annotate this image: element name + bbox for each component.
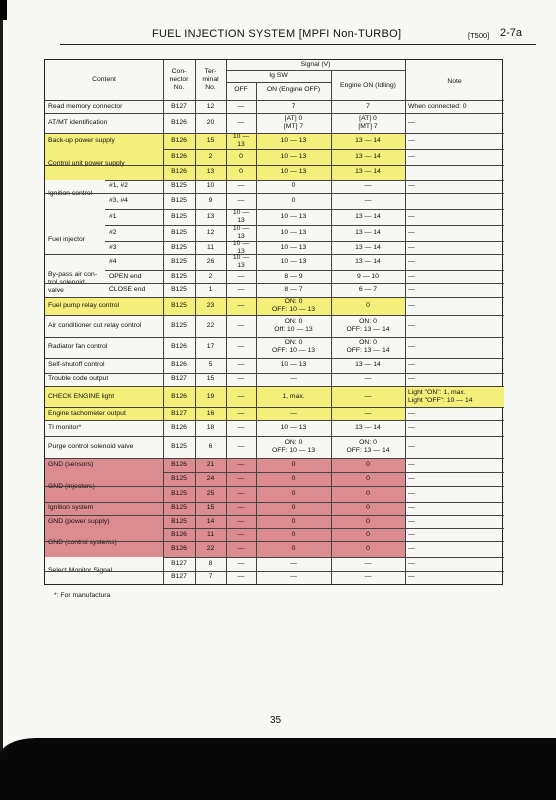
note-cell: — [408, 119, 415, 127]
terminal-cell: 26 [206, 258, 215, 266]
signal-off-cell: 10 — 13 [232, 209, 250, 224]
connector-cell: B125 [171, 286, 187, 294]
row-divider [45, 571, 504, 572]
row-content-label: GND (sensors) [48, 460, 94, 468]
signal-on-cell: ON: 0 OFF: 10 — 13 [271, 298, 316, 314]
row-sub-label: #1, #2 [109, 182, 128, 190]
row-divider [45, 193, 504, 194]
signal-idle-cell: 13 — 14 [355, 361, 381, 369]
signal-on-cell: 10 — 13 [280, 243, 307, 251]
connector-cell: B126 [171, 392, 187, 400]
row-divider [45, 165, 504, 166]
connector-cell: B126 [171, 119, 187, 127]
col-header-engine-on-idling: Engine ON (Idling) [340, 82, 396, 89]
note-cell: — [408, 153, 415, 161]
signal-idle-cell: 9 — 10 [357, 272, 379, 280]
row-divider [105, 241, 504, 242]
row-divider [163, 472, 504, 473]
col-header-content: Content [92, 76, 116, 83]
row-content-label: Back-up power supply [48, 137, 115, 145]
row-content-label: GND (power supply) [48, 517, 110, 525]
column-divider [256, 82, 257, 584]
row-sub-label: #4 [109, 258, 117, 266]
column-divider [226, 60, 227, 584]
row-divider [45, 515, 504, 516]
note-cell: — [408, 272, 415, 280]
row-sub-label: #3 [109, 243, 117, 251]
row-content-label: Fuel injector [48, 235, 86, 243]
signal-on-cell: 10 — 13 [280, 424, 307, 432]
terminal-cell: 6 [208, 443, 213, 451]
terminal-cell: 2 [208, 153, 213, 161]
connector-cell: B127 [171, 560, 187, 568]
signal-off-cell: — [237, 119, 245, 127]
column-divider [195, 60, 196, 584]
note-cell: — [408, 573, 415, 581]
note-cell: — [408, 545, 415, 553]
signal-off-cell: — [237, 409, 245, 417]
terminal-cell: 2 [208, 272, 213, 280]
header-divider [226, 70, 405, 71]
row-content-label: GND (control systems) [48, 538, 117, 546]
signal-on-cell: — [290, 573, 297, 581]
signal-on-cell: 8 — 7 [284, 286, 303, 294]
signal-on-cell: — [290, 375, 297, 383]
signal-on-cell: 0 [291, 545, 296, 553]
signal-idle-cell: 0 [366, 517, 370, 525]
column-divider [163, 60, 164, 584]
scan-bottom-shadow [0, 738, 556, 800]
signal-idle-cell: 13 — 14 [355, 424, 381, 432]
note-cell: — [408, 560, 415, 568]
row-content-label: Read memory connector [48, 102, 123, 110]
row-content-label: Self-shutoff control [48, 361, 105, 369]
row-content-label: GND (injectors) [48, 482, 95, 490]
note-cell: — [408, 322, 415, 330]
signal-idle-cell: ON: 0 OFF: 13 — 14 [346, 339, 390, 355]
note-cell: — [408, 530, 415, 538]
row-divider [163, 557, 504, 558]
note-cell: — [408, 424, 415, 432]
signal-idle-cell: — [364, 375, 372, 383]
note-cell: — [408, 343, 415, 351]
row-divider [45, 358, 504, 359]
signal-off-cell: — [237, 361, 245, 369]
row-divider [105, 209, 504, 210]
signal-idle-cell: ON: 0 OFF: 13 — 14 [346, 439, 390, 455]
note-cell: — [408, 409, 415, 417]
connector-cell: B126 [171, 361, 187, 369]
signal-idle-cell: 13 — 14 [355, 168, 381, 176]
col-header-terminal: Ter- minal No. [202, 68, 219, 91]
note-cell: — [408, 228, 415, 236]
row-divider [45, 486, 504, 487]
signal-idle-cell: 13 — 14 [355, 228, 381, 236]
signal-idle-cell: 13 — 14 [355, 243, 381, 251]
signal-on-cell: 0 [291, 489, 296, 497]
signal-off-cell: — [237, 272, 245, 280]
signal-idle-cell: — [364, 182, 372, 190]
signal-on-cell: 7 [291, 102, 296, 110]
footnote: *: For manufactura [54, 592, 111, 599]
signal-off-cell: — [237, 517, 245, 525]
signal-on-cell: ON: 0 Off: 10 — 13 [274, 318, 313, 334]
signal-off-cell: — [237, 489, 245, 497]
signal-off-cell: — [237, 322, 245, 330]
connector-cell: B125 [171, 197, 187, 205]
row-divider [45, 420, 504, 421]
signal-off-cell: — [237, 197, 245, 205]
connector-cell: B127 [171, 102, 187, 110]
row-divider [105, 180, 504, 181]
terminal-cell: 5 [208, 361, 213, 369]
terminal-cell: 24 [206, 474, 215, 482]
row-content-label: TI monitor* [48, 424, 82, 432]
row-divider [45, 436, 504, 437]
row-divider [163, 149, 504, 150]
note-cell: — [408, 489, 415, 497]
signal-off-cell: — [237, 182, 245, 190]
signal-off-cell: 10 — 13 [232, 224, 250, 240]
row-divider [45, 541, 504, 542]
signal-off-cell: — [237, 302, 245, 310]
signal-on-cell: 10 — 13 [280, 258, 307, 266]
terminal-cell: 13 [206, 213, 215, 220]
signal-idle-cell: — [364, 197, 372, 205]
note-cell: — [408, 443, 415, 451]
signal-off-cell: — [237, 343, 245, 351]
connector-cell: B125 [171, 272, 187, 280]
signal-idle-cell: 0 [366, 474, 370, 482]
page-title: FUEL INJECTION SYSTEM [MPFI Non-TURBO] [152, 28, 402, 40]
signal-on-cell: ON: 0 OFF: 10 — 13 [271, 339, 316, 355]
connector-cell: B125 [171, 302, 187, 310]
connector-cell: B126 [171, 168, 187, 176]
row-highlight-red [45, 472, 405, 485]
signal-on-cell: 8 — 9 [284, 272, 303, 280]
terminal-cell: 12 [206, 228, 215, 236]
signal-on-cell: — [290, 409, 297, 417]
header-divider [226, 82, 331, 83]
col-header-signal: Signal (V) [300, 61, 331, 68]
signal-idle-cell: 0 [366, 489, 370, 497]
terminal-cell: 25 [206, 489, 215, 497]
row-divider [45, 315, 504, 316]
signal-idle-cell: 6 — 7 [358, 286, 378, 294]
row-content-label: Control unit power supply [48, 160, 125, 168]
signal-off-cell: — [237, 375, 245, 383]
col-header-connector: Con- nector No. [169, 68, 189, 91]
signal-off-cell: — [237, 560, 245, 568]
row-content-label: CHECK ENGINE light [48, 392, 115, 400]
note-cell: — [408, 182, 415, 190]
connector-cell: B126 [171, 530, 187, 538]
row-divider [45, 458, 504, 459]
signal-on-cell: 10 — 13 [280, 361, 307, 369]
row-sub-label: CLOSE end [109, 286, 146, 294]
column-divider [405, 60, 406, 584]
row-content-label: By-pass air con- trol solenoid valve [48, 271, 98, 295]
signal-idle-cell: 7 [366, 102, 370, 110]
note-cell: Light "ON": 1, max. Light "OFF": 10 — 14 [408, 388, 473, 404]
signal-off-cell: — [237, 504, 245, 512]
signal-on-cell: 0 [291, 182, 296, 190]
note-cell: — [408, 302, 415, 310]
row-content-label: Ignition system [48, 504, 94, 512]
row-divider [105, 225, 504, 226]
connector-cell: B125 [171, 474, 187, 482]
signal-idle-cell: 0 [366, 460, 370, 468]
signal-idle-cell: 13 — 14 [355, 137, 381, 145]
row-content-label: Air conditioner cut relay control [48, 322, 142, 330]
page-number: 35 [270, 715, 282, 726]
signal-on-cell: ON: 0 OFF: 10 — 13 [271, 439, 316, 455]
row-content-label: Engine tachometer output [48, 409, 126, 417]
connector-cell: B125 [171, 504, 187, 512]
signal-off-cell: — [237, 443, 245, 451]
signal-on-cell: — [290, 560, 297, 568]
terminal-cell: 22 [206, 545, 215, 553]
note-cell: — [408, 361, 415, 369]
note-cell: — [408, 137, 415, 145]
model-code: [T500] [468, 31, 490, 40]
row-content-label: Select Monitor Signal [48, 566, 113, 574]
signal-off-cell: 10 — 13 [232, 133, 250, 149]
connector-cell: B125 [171, 228, 187, 236]
signal-on-cell: 10 — 13 [280, 153, 307, 161]
row-divider [45, 254, 504, 255]
row-sub-label: #1 [109, 213, 117, 220]
signal-idle-cell: — [364, 560, 372, 568]
note-cell: When connected: 0 [408, 102, 467, 110]
row-sub-label: OPEN end [109, 272, 142, 280]
header-bottom-line [45, 100, 504, 101]
signal-off-cell: 0 [239, 168, 243, 176]
signal-off-cell: — [237, 392, 245, 400]
row-divider [45, 407, 504, 408]
note-cell: — [408, 286, 415, 294]
terminal-cell: 12 [206, 102, 215, 110]
signal-off-cell: — [237, 474, 245, 482]
signal-off-cell: — [237, 460, 245, 468]
note-cell: — [408, 258, 415, 266]
connector-cell: B125 [171, 213, 187, 220]
scan-corner-mark [0, 0, 7, 20]
note-cell: — [408, 213, 415, 220]
row-sub-label: #3, #4 [109, 197, 128, 205]
col-header-note: Note [447, 78, 462, 85]
signal-on-cell: 10 — 13 [280, 168, 307, 176]
signal-on-cell: 0 [291, 504, 296, 512]
row-content-label: Radiator fan control [48, 343, 108, 351]
col-header-off: OFF [234, 86, 248, 93]
signal-idle-cell: 0 [366, 504, 370, 512]
connector-cell: B125 [171, 322, 187, 330]
row-highlight-red [45, 486, 405, 502]
terminal-cell: 8 [208, 560, 213, 568]
signal-idle-cell: ON: 0 OFF: 13 — 14 [346, 318, 390, 334]
signal-off-cell: — [237, 573, 245, 581]
signal-on-cell: 0 [291, 460, 296, 468]
connector-cell: B126 [171, 153, 187, 161]
connector-cell: B127 [171, 409, 187, 417]
signal-idle-cell: — [364, 409, 372, 417]
connector-cell: B126 [171, 424, 187, 432]
connector-cell: B125 [171, 243, 187, 251]
terminal-cell: 1 [208, 286, 213, 294]
terminal-cell: 15 [206, 137, 215, 145]
signal-on-cell: 0 [291, 517, 296, 525]
signal-on-cell: [AT] 0 [MT] 7 [283, 115, 304, 131]
row-content-label: Ignition control [48, 190, 93, 198]
signal-idle-cell: 0 [366, 530, 370, 538]
terminal-cell: 16 [206, 409, 215, 417]
signal-off-cell: 0 [239, 153, 243, 161]
connector-cell: B126 [171, 343, 187, 351]
terminal-cell: 21 [206, 460, 215, 468]
row-divider [45, 133, 504, 134]
connector-cell: B125 [171, 258, 187, 266]
note-cell: — [408, 474, 415, 482]
signal-on-cell: 10 — 13 [280, 137, 307, 145]
signal-on-cell: 0 [291, 474, 296, 482]
terminal-cell: 22 [206, 322, 215, 330]
signal-idle-cell: 0 [366, 545, 370, 553]
connector-cell: B126 [171, 545, 187, 553]
terminal-cell: 11 [206, 530, 215, 538]
terminal-cell: 10 [206, 182, 215, 190]
terminal-cell: 19 [206, 392, 215, 400]
row-content-label: Trouble code output [48, 375, 109, 383]
terminal-cell: 13 [206, 168, 215, 176]
connector-cell: B127 [171, 573, 187, 581]
signal-idle-cell: 0 [366, 302, 370, 310]
signal-on-cell: 10 — 13 [280, 213, 307, 220]
column-divider [331, 70, 332, 584]
note-cell: — [408, 504, 415, 512]
terminal-cell: 15 [206, 375, 215, 383]
connector-cell: B125 [171, 443, 187, 451]
signal-off-cell: — [237, 545, 245, 553]
row-divider [45, 373, 504, 374]
row-divider [45, 386, 504, 387]
signal-on-cell: 1, max. [282, 392, 305, 400]
row-divider [45, 337, 504, 338]
row-highlight-red [45, 458, 405, 473]
terminal-cell: 23 [206, 302, 215, 310]
col-header-on-engine-off: ON (Engine OFF) [266, 86, 321, 93]
row-content-label: Purge control solenoid valve [48, 443, 134, 451]
signal-table [44, 59, 503, 585]
connector-cell: B125 [171, 489, 187, 497]
terminal-cell: 9 [208, 197, 213, 205]
row-highlight-red [45, 502, 405, 515]
signal-off-cell: — [237, 286, 245, 294]
scan-edge-left [0, 0, 3, 800]
signal-off-cell: — [237, 530, 245, 538]
terminal-cell: 15 [206, 504, 215, 512]
section-page-ref: 2-7a [500, 27, 523, 39]
signal-off-cell: — [237, 102, 245, 110]
connector-cell: B126 [171, 460, 187, 468]
row-divider [45, 113, 504, 114]
terminal-cell: 20 [206, 119, 215, 127]
row-divider [163, 528, 504, 529]
note-cell: — [408, 243, 415, 251]
row-content-label: AT/MT identification [48, 119, 108, 127]
connector-cell: B126 [171, 137, 187, 145]
note-cell: — [408, 517, 415, 525]
signal-on-cell: 10 — 13 [280, 228, 307, 236]
row-divider [45, 502, 504, 503]
signal-on-cell: 0 [291, 530, 296, 538]
signal-idle-cell: [AT] 0 [MT] 7 [358, 115, 378, 131]
terminal-cell: 14 [206, 517, 215, 525]
signal-idle-cell: — [364, 392, 372, 400]
signal-idle-cell: 13 — 14 [355, 258, 381, 266]
signal-off-cell: 10 — 13 [232, 239, 250, 255]
signal-idle-cell: — [364, 573, 372, 581]
signal-off-cell: 10 — 13 [232, 254, 250, 270]
connector-cell: B125 [171, 517, 187, 525]
note-cell: — [408, 460, 415, 468]
row-sub-label: #2 [109, 228, 117, 236]
row-content-label: Fuel pump relay control [48, 302, 120, 310]
terminal-cell: 18 [206, 424, 215, 432]
terminal-cell: 11 [206, 243, 215, 251]
row-divider [105, 270, 504, 271]
terminal-cell: 17 [206, 343, 215, 351]
terminal-cell: 7 [208, 573, 213, 581]
signal-idle-cell: 13 — 14 [355, 153, 381, 161]
note-cell: — [408, 375, 415, 383]
row-divider [45, 283, 504, 284]
page-header [60, 28, 536, 45]
col-header-ig-sw: Ig SW [269, 72, 288, 79]
signal-on-cell: 0 [291, 197, 296, 205]
signal-idle-cell: 13 — 14 [355, 213, 381, 220]
connector-cell: B127 [171, 375, 187, 383]
signal-off-cell: — [237, 424, 245, 432]
connector-cell: B125 [171, 182, 187, 190]
